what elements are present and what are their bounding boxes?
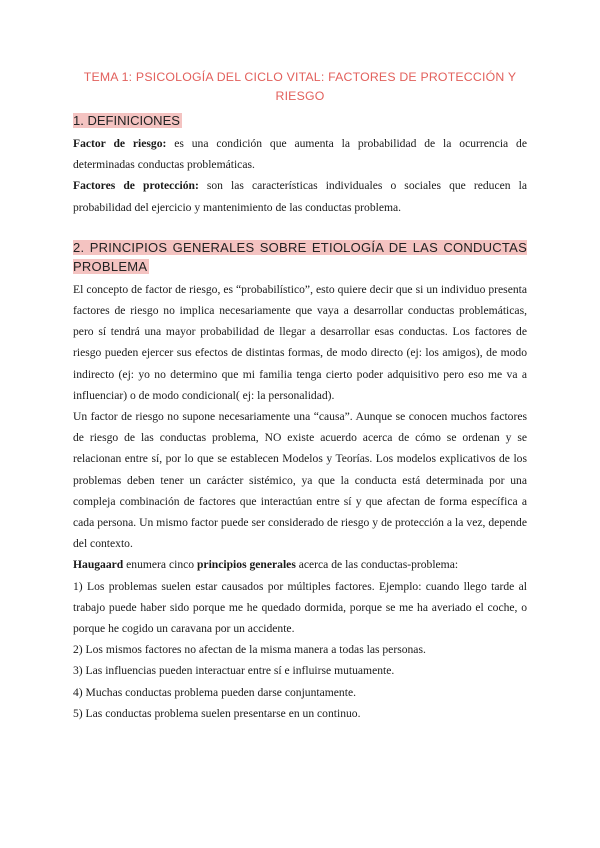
section-heading-definiciones [73, 111, 527, 130]
paragraph-probabilistico: El concepto de factor de riesgo, es “probabilístico”, esto quiere decir que si un individuo presenta factores de riesgo no implica necesariamente que vaya a desarrollar conductas problemáticas, pero sí tendrá una mayor probabilidad de llegar a desarrollar esas conductas. Los factores de riesgo pueden ejercer sus efectos de distintas formas, de modo directo (ej: los amigos), de modo indirecto (ej: yo no determino que mi familia tenga cierto poder adquisitivo pero eso me va a influenciar) o de modo condicional( ej: la personalidad). [73, 282, 527, 402]
heading-highlight: 1. DEFINICIONES [73, 113, 180, 128]
list-item-4: 4) Muchas conductas problema pueden darse conjuntamente. [73, 685, 356, 699]
heading-highlight: 2. PRINCIPIOS GENERALES SOBRE ETIOLOGÍA DE LAS CONDUCTAS PROBLEMA [73, 239, 527, 274]
definition-text-riesgo: es una condición que aumenta la probabilidad de la ocurrencia de determinadas conductas problemáticas. [73, 137, 527, 172]
list-item-1: 1) Los problemas suelen estar causados por múltiples factores. Ejemplo: cuando llego tarde al trabajo puede haber sido porque me he quedado dormida, porque se me ha averiado el coche, o porque he cogido un caravana por un accidente. [73, 579, 527, 636]
document-title: TEMA 1: PSICOLOGÍA DEL CICLO VITAL: FACTORES DE PROTECCIÓN Y RIESGO [83, 70, 517, 103]
list-item-2: 2) Los mismos factores no afectan de la misma manera a todas las personas. [73, 643, 426, 657]
haugaard-text-end: acerca de las conductas-problema: [295, 558, 459, 572]
term-factores-proteccion: Factores de protección: [73, 179, 199, 193]
section-heading-principios [73, 238, 527, 276]
definition-text-proteccion: son las características individuales o sociales que reducen la probabilidad del ejercicio y mantenimiento de las conductas problema. [73, 179, 527, 214]
definition-factor-riesgo [73, 133, 527, 175]
paragraph-causa: Un factor de riesgo no supone necesariamente una “causa”. Aunque se conocen muchos factores de riesgo de las conductas problema, NO existe acuerdo acerca de cómo se ordenan y se relacionan entre sí, por lo que se establecen Modelos y Teorías. Los modelos explicativos de los problemas deben tener un carácter sistémico, ya que la conducta está determinada por una compleja combinación de factores que interactúan entre sí y que afectan de forma específica a cada persona. Un mismo factor puede ser considerado de riesgo y de protección a la vez, depende del contexto. [73, 410, 527, 551]
paragraph-haugaard [73, 554, 527, 575]
list-item-3: 3) Las influencias pueden interactuar entre sí e influirse mutuamente. [73, 664, 395, 678]
document-page [73, 68, 527, 724]
haugaard-text-mid: enumera cinco [123, 558, 197, 572]
definition-factores-proteccion [73, 175, 527, 217]
author-haugaard: Haugaard [73, 558, 124, 572]
principios-generales-term: principios generales [196, 558, 296, 572]
term-factor-riesgo: Factor de riesgo: [73, 137, 167, 150]
list-item-5: 5) Las conductas problema suelen presentarse en un continuo. [73, 706, 361, 720]
